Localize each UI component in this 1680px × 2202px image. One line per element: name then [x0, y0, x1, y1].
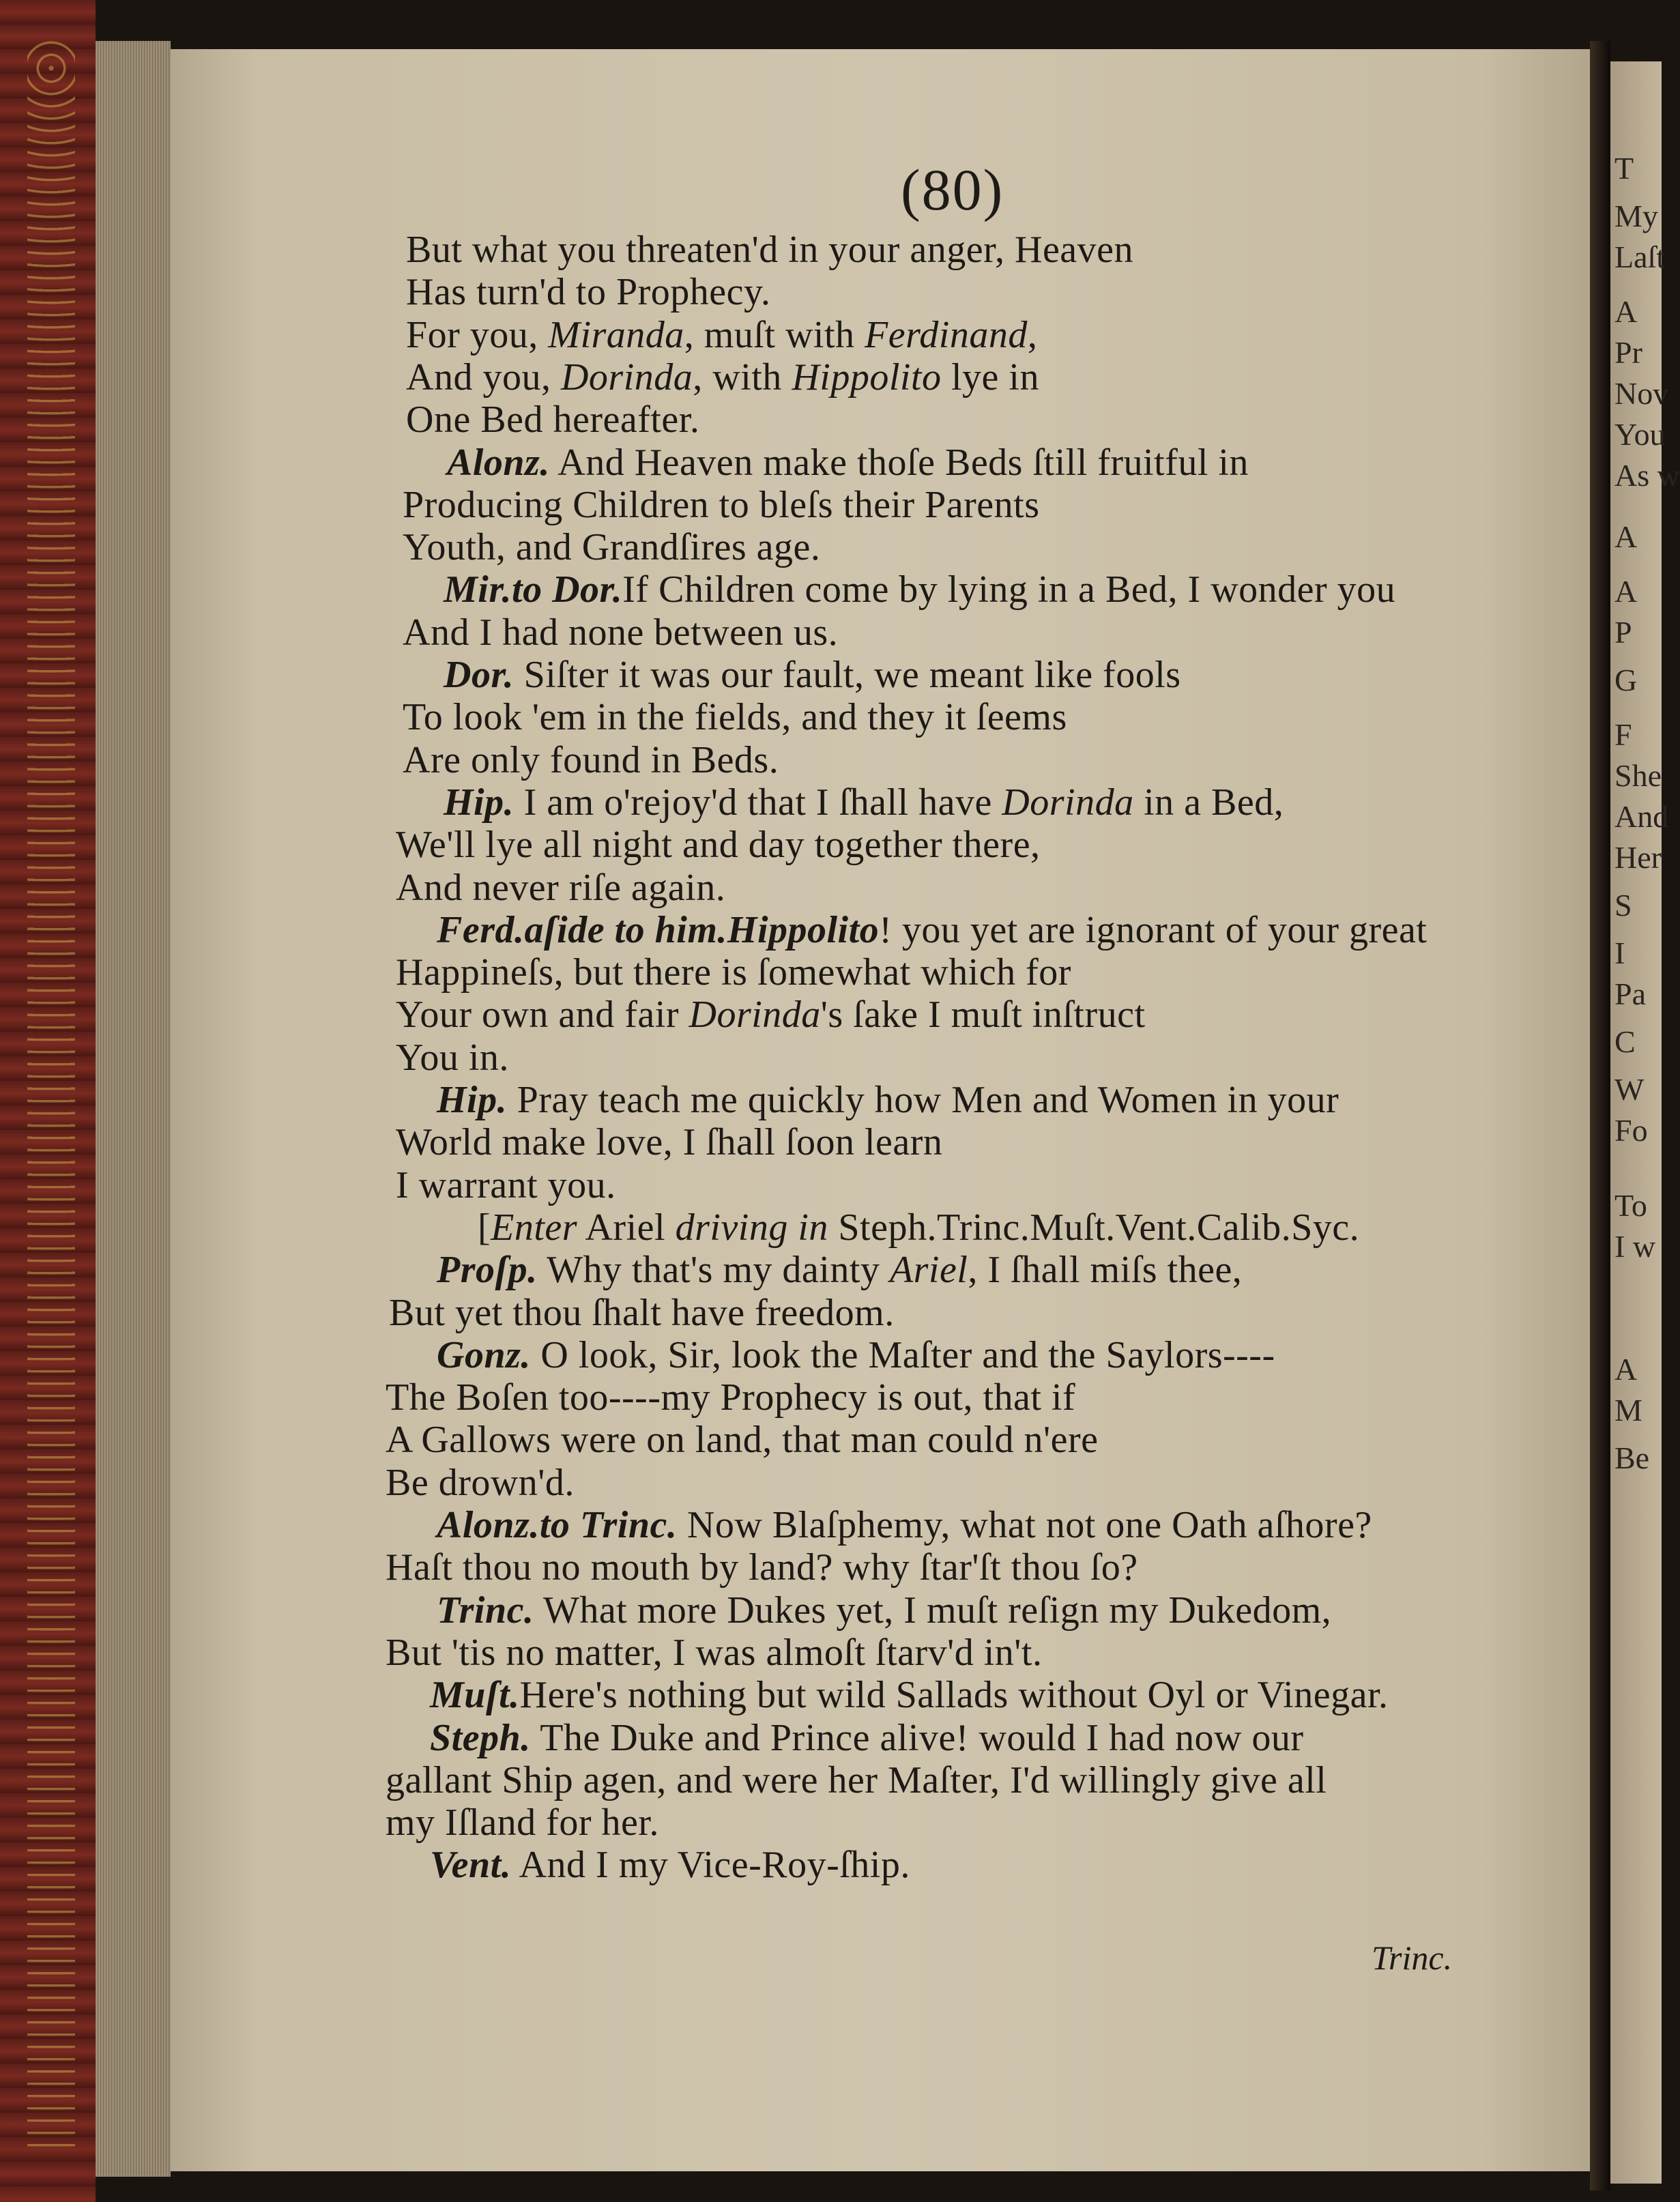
facing-page-fragment: A	[1614, 519, 1638, 554]
facing-page-fragment: I	[1614, 936, 1625, 970]
text-line	[444, 781, 1284, 824]
text-line	[437, 1589, 1331, 1632]
line-text: I am o'rejoy'd that I ſhall have	[514, 781, 1002, 824]
book-gutter	[1590, 41, 1610, 2190]
line-text: Your own and fair	[396, 994, 689, 1036]
italic-name: Ariel	[889, 1249, 968, 1291]
line-text: , I ſhall miſs thee,	[968, 1249, 1243, 1291]
line-text: Happineſs, but there is ſomewhat which for	[396, 951, 1071, 994]
text-line	[403, 739, 779, 781]
italic-name: Ferdinand	[865, 314, 1028, 356]
text-line	[386, 1801, 659, 1844]
line-text: But what you threaten'd in your anger, Heaven	[406, 229, 1134, 271]
speaker-name: Hip.	[444, 781, 515, 824]
speaker-name: Hip.	[437, 1079, 508, 1121]
line-text: But 'tis no matter, I was almoſt ſtarv'd in't.	[386, 1632, 1043, 1674]
facing-page-fragment: P	[1614, 615, 1632, 650]
facing-page-fragment: To	[1614, 1188, 1647, 1223]
facing-page-fragment: Pa	[1614, 976, 1646, 1011]
text-line	[447, 441, 1249, 484]
line-text: The Boſen too----my Prophecy is out, that if	[386, 1376, 1076, 1419]
facing-page-fragment: She	[1614, 758, 1662, 793]
line-text: And I my Vice-Roy-ſhip.	[511, 1844, 910, 1886]
text-line	[430, 1674, 1389, 1716]
catchword: Trinc.	[1372, 1939, 1453, 1977]
line-text: The Duke and Prince alive! would I had now our	[530, 1717, 1304, 1759]
facing-page-fragment: A	[1614, 1352, 1638, 1387]
line-text: And Heaven make thoſe Beds ſtill fruitful in	[549, 441, 1249, 484]
text-line	[396, 951, 1071, 994]
line-text: And you,	[406, 356, 561, 399]
speaker-name: Proſp.	[437, 1249, 538, 1291]
line-text: ,	[1027, 314, 1038, 356]
facing-page-fragment: S	[1614, 888, 1632, 923]
line-text: Pray teach me quickly how Men and Women in your	[507, 1079, 1339, 1121]
line-text: in a Bed,	[1133, 781, 1284, 824]
italic-name: Dorinda	[689, 994, 821, 1036]
line-text: But yet thou ſhalt have freedom.	[389, 1292, 895, 1334]
book-binding	[0, 0, 96, 2202]
line-text: And never riſe again.	[396, 867, 726, 909]
line-text: One Bed hereafter.	[406, 399, 700, 441]
text-line	[444, 654, 1181, 696]
text-line	[430, 1844, 910, 1886]
line-text: lye in	[941, 356, 1039, 399]
italic-name: Dorinda	[560, 356, 693, 399]
text-line	[444, 568, 1395, 611]
text-line	[403, 696, 1067, 738]
speaker-name: Mir.to Dor.	[444, 568, 623, 611]
italic-name: Miranda	[548, 314, 684, 356]
facing-page-fragment: C	[1614, 1024, 1636, 1059]
text-line	[386, 1759, 1327, 1801]
speaker-name: Muſt.	[430, 1674, 520, 1716]
text-line	[396, 994, 1146, 1036]
line-text: Are only found in Beds.	[403, 739, 779, 781]
line-text: O look, Sir, look the Maſter and the Saylors----	[530, 1334, 1275, 1376]
line-text: Steph.Trinc.Muſt.Vent.Calib.Syc.	[828, 1206, 1360, 1249]
facing-page-fragment: Fo	[1614, 1113, 1648, 1148]
text-line	[386, 1419, 1098, 1461]
line-text: For you,	[406, 314, 549, 356]
facing-page-fragment: A	[1614, 574, 1638, 609]
speaker-name: Trinc.	[437, 1589, 534, 1632]
facing-page-fragment: You	[1614, 417, 1666, 452]
line-text: If Children come by lying in a Bed, I wonder you	[622, 568, 1396, 611]
speaker-name: Vent.	[430, 1844, 512, 1886]
text-line	[406, 399, 699, 441]
facing-page-fragment: Be	[1614, 1440, 1650, 1475]
line-text: gallant Ship agen, and were her Maſter, I'd willingly give all	[386, 1759, 1327, 1801]
facing-page-fragment: G	[1614, 663, 1638, 697]
text-line	[478, 1206, 1359, 1249]
text-line	[396, 867, 725, 909]
line-text: my Iſland for her.	[386, 1801, 659, 1844]
text-line	[386, 1546, 1138, 1589]
line-text: 's ſake I muſt inſtruct	[820, 994, 1146, 1036]
line-text: Here's nothing but wild Sallads without Oyl or Vinegar.	[519, 1674, 1389, 1716]
text-line	[403, 484, 1039, 526]
speaker-name: Dor.	[444, 654, 515, 696]
line-text: Siſter it was our fault, we meant like fools	[514, 654, 1181, 696]
line-text: Haſt thou no mouth by land? why ſtar'ſt thou ſo?	[386, 1546, 1138, 1589]
line-text: Now Blaſphemy, what not one Oath aſhore?	[677, 1504, 1372, 1546]
text-line	[396, 824, 1041, 866]
text-line	[396, 1121, 942, 1163]
italic-name: Enter	[491, 1206, 578, 1249]
line-text: World make love, I ſhall ſoon learn	[396, 1121, 943, 1163]
text-line	[437, 1504, 1372, 1546]
text-line	[406, 229, 1133, 271]
line-text: Youth, and Grandſires age.	[403, 526, 821, 568]
facing-page-fragment: A	[1614, 294, 1638, 329]
facing-page-fragment: And	[1614, 799, 1669, 834]
facing-page-edge	[1610, 61, 1680, 2184]
text-line	[430, 1717, 1304, 1759]
text-line	[389, 1292, 895, 1334]
italic-name: driving in	[675, 1206, 828, 1249]
line-text: , with	[693, 356, 792, 399]
text-line	[396, 1037, 509, 1079]
line-text: What more Dukes yet, I muſt reſign my Dukedom,	[534, 1589, 1332, 1632]
speaker-name: Gonz.	[437, 1334, 531, 1376]
facing-page-fragment: As w	[1614, 458, 1680, 493]
facing-page-fragment: Pr	[1614, 335, 1642, 370]
facing-page-fragment: F	[1614, 717, 1632, 752]
facing-page-fragment: W	[1614, 1072, 1645, 1107]
text-line	[406, 356, 1039, 399]
line-text: ! you yet are ignorant of your great	[879, 909, 1428, 951]
line-text: Ariel	[577, 1206, 676, 1249]
speaker-name: Ferd.aſide to him.Hippolito	[437, 909, 880, 951]
page-edges	[96, 41, 171, 2177]
facing-page-fragment: My	[1614, 199, 1658, 233]
facing-page-fragment: Laſt	[1614, 240, 1666, 274]
text-line	[437, 1079, 1339, 1121]
line-text: Has turn'd to Prophecy.	[406, 271, 771, 313]
speaker-name: Steph.	[430, 1717, 531, 1759]
text-line	[386, 1632, 1042, 1674]
italic-name: Hippolito	[792, 356, 942, 399]
line-text: Be drown'd.	[386, 1462, 575, 1504]
line-text: Why that's my dainty	[537, 1249, 890, 1291]
facing-page-fragment: Her	[1614, 840, 1662, 875]
line-text: We'll lye all night and day together there,	[396, 824, 1041, 866]
text-line	[437, 909, 1427, 951]
facing-page-fragment: T	[1614, 151, 1634, 186]
text-line	[406, 314, 1037, 356]
line-text: Producing Children to bleſs their Parents	[403, 484, 1040, 526]
line-text: A Gallows were on land, that man could n'ere	[386, 1419, 1099, 1461]
line-text: , muſt with	[684, 314, 865, 356]
facing-page-fragment: I w	[1614, 1229, 1656, 1264]
line-text: [	[478, 1206, 491, 1249]
page-number: (80)	[901, 157, 1004, 222]
line-text: I warrant you.	[396, 1164, 616, 1206]
line-text: You in.	[396, 1037, 509, 1079]
facing-page-fragment: M	[1614, 1393, 1642, 1428]
text-line	[386, 1462, 575, 1504]
facing-page-fragment: Nov	[1614, 376, 1669, 411]
line-text: To look 'em in the fields, and they it ſeems	[403, 696, 1067, 738]
text-line	[406, 271, 770, 313]
gilt-ornament	[27, 41, 75, 2156]
line-text: And I had none between us.	[403, 611, 839, 654]
text-line	[386, 1376, 1075, 1419]
text-line	[437, 1249, 1242, 1291]
text-line	[437, 1334, 1275, 1376]
text-line	[403, 526, 820, 568]
text-line	[403, 611, 838, 654]
speaker-name: Alonz.to Trinc.	[437, 1504, 678, 1546]
text-line	[396, 1164, 616, 1206]
italic-name: Dorinda	[1002, 781, 1134, 824]
speaker-name: Alonz.	[447, 441, 550, 484]
